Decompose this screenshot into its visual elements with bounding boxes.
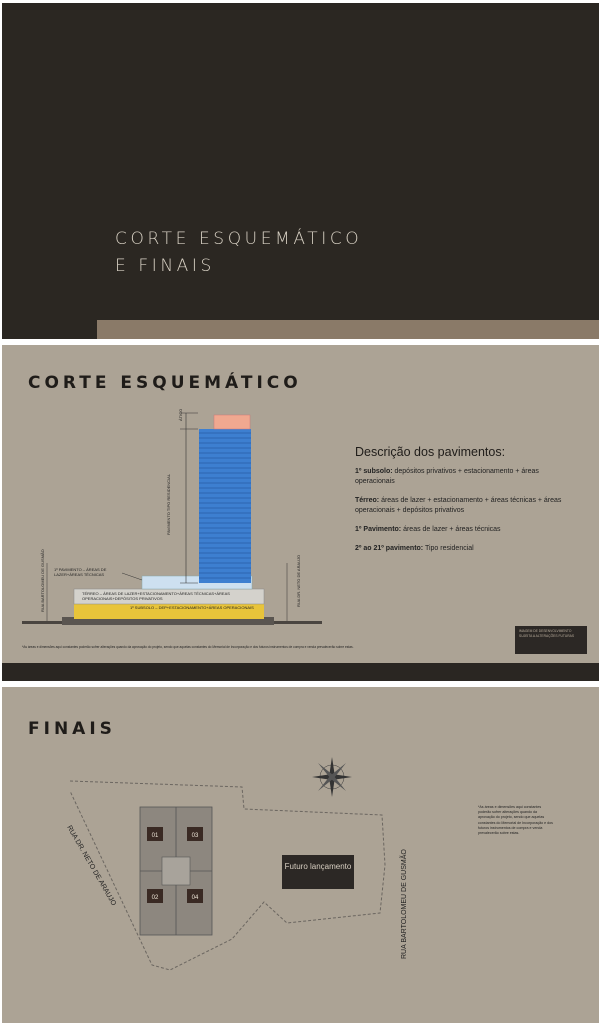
street-label-bartolomeu: RUA BARTOLOMEU DE GUSMÃO [401,849,408,959]
description-item [355,525,580,535]
label-primeiro-pavimento: 1º PAVIMENTO – ÁREAS DE LAZER+ÁREAS TÉCNICAS [54,567,107,577]
floor-description [355,445,580,563]
section-slide-finais [2,687,599,1023]
label-rua-bartolomeu: RUA BARTOLOMEU DE GUSMÃO [40,549,45,612]
section-slide-corte [2,345,599,681]
development-image-legend: IMAGEM DE DESENVOLVIMENTO SUJEITA A ALTERAÇÕES FUTURAS [515,626,587,654]
accent-band [97,320,599,339]
description-item-text: áreas de lazer + áreas técnicas [401,526,501,533]
label-rua-neto: RUA DR. NETO DE ARAUJO [296,554,301,607]
description-item-text: Tipo residencial [423,545,474,552]
cover-slide [2,3,599,339]
cover-title-line-2: E FINAIS [115,256,215,276]
description-item [355,467,580,487]
cover-title-line-1: CORTE ESQUEMÁTICO [115,229,363,249]
label-atico: ÁTICO [178,408,183,421]
unit-02 [147,889,163,903]
tower-block [199,429,251,583]
svg-text:01: 01 [151,833,159,839]
description-item-text: áreas de lazer + estacionamento + áreas técnicas + áreas operacionais + depósitos privativos [355,497,562,514]
street-label-neto: RUA DR. NETO DE ARAUJO [65,824,117,908]
core [162,857,190,885]
description-item [355,544,580,554]
bottom-bar [2,663,599,681]
description-item-text: depósitos privativos + estacionamento + áreas operacionais [355,468,539,485]
slide-title: CORTE ESQUEMÁTICO [28,373,302,393]
description-item-label: 2º ao 21º pavimento: [355,545,424,552]
description-item-label: 1º subsolo: [355,468,393,475]
label-terreo: TÉRREO – ÁREAS DE LAZER+ESTACIONAMENTO+ÁREAS TÉCNICAS+ÁREAS OPERACIONAIS+DEPÓSITOS PRIVATIVOS [82,591,230,601]
svg-text:02: 02 [151,895,159,901]
footnote: *As áreas e dimensões aqui constantes poderão sofrer alterações quando da aprovação do projeto, sendo que aquelas constantes do Memorial de Incorporação e dos futuros instrumentos de compra e venda prevalecerão sobre estas. [22,645,354,649]
attic-block [214,415,250,429]
slide-title: FINAIS [28,719,116,739]
unit-03 [187,827,203,841]
label-subsolo: 1º SUBSOLO – DEP+ESTACIONAMENTO+ÁREAS OPERACIONAIS [130,605,254,610]
description-item-label: Térreo: [355,497,380,504]
cover-title [115,226,362,280]
description-heading: Descrição dos pavimentos: [355,445,506,459]
svg-text:04: 04 [191,895,199,901]
future-launch-label: Futuro lançamento [282,855,354,889]
footnote: *As áreas e dimensões aqui constantes poderão sofrer alterações quando da aprovação do projeto, sendo que aquelas constantes do Memorial de Incorporação e dos futuros instrumentos de compra e venda prevalecerão sobre estas. [478,805,553,836]
description-item-label: 1º Pavimento: [355,526,402,533]
unit-01 [147,827,163,841]
description-item [355,496,580,516]
compass-rose-icon [312,757,352,797]
label-pavimento-tipo: PAVIMENTO TIPO RESIDENCIAL [166,473,171,535]
svg-text:03: 03 [191,833,199,839]
unit-04 [187,889,203,903]
